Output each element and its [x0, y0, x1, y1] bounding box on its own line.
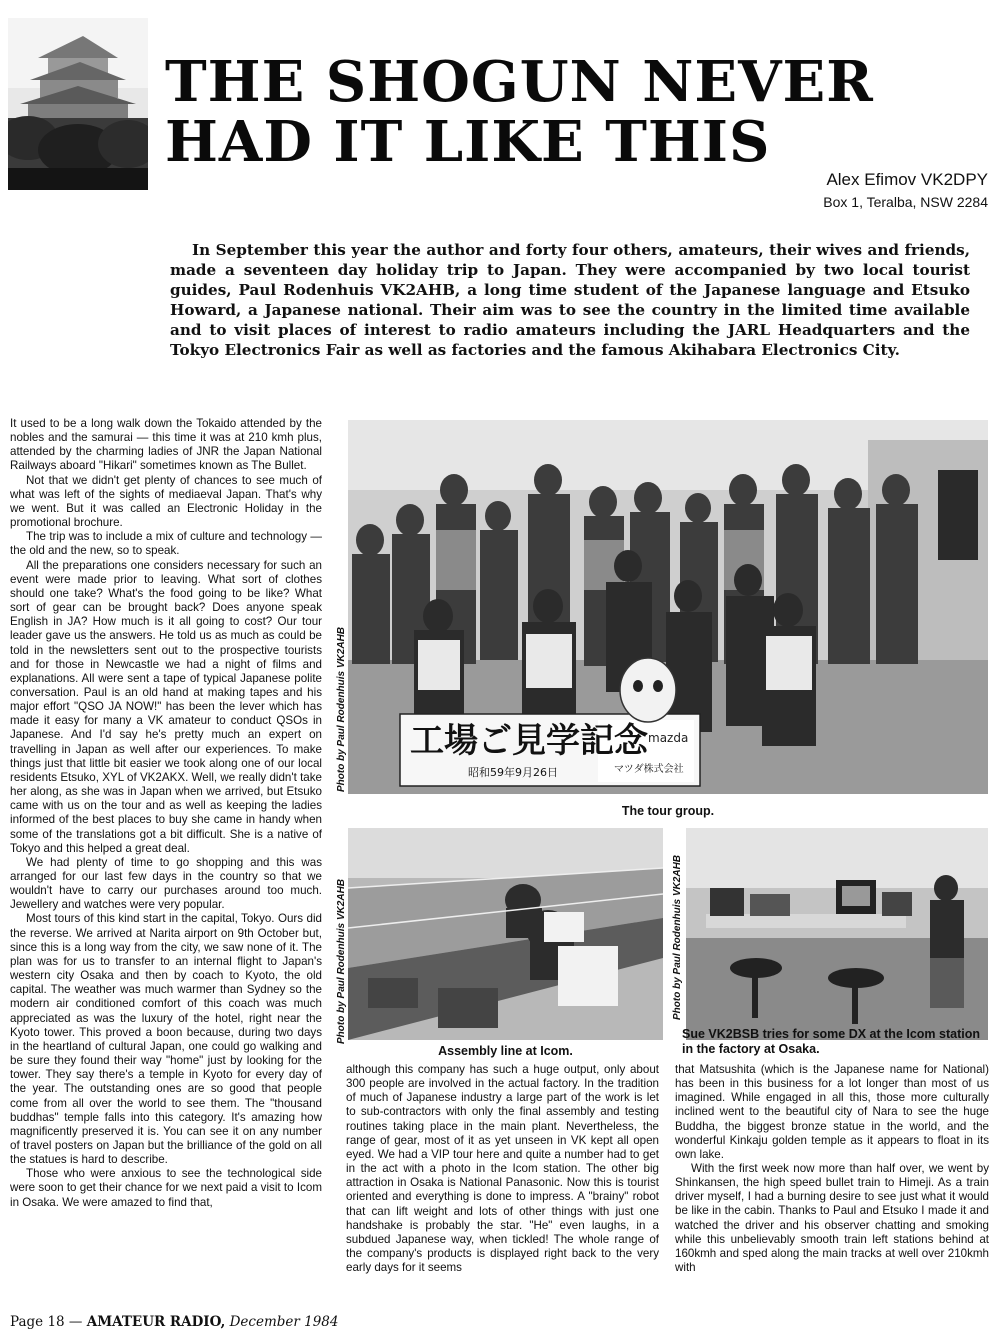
body-paragraph: Not that we didn't get plenty of chances to see much of what was left of the sights of mediaeval Japan. That's why we went. But it was called an Electronic Holiday in the promotional brochure.: [10, 473, 322, 530]
author-name: Alex Efimov VK2DPY: [826, 170, 988, 189]
banner-company: マツダ株式会社: [614, 764, 684, 775]
body-paragraph: With the first week now more than half over, we went by Shinkansen, the high speed bullet train to Himeji. As a train driver myself, I had a burning desire to see just what it would be like in the cabin. Thanks to Paul and Etsuko I made it and watched the driver and his observer chatting and smoking while this unbelievably smooth train left stations behind at 160kmh and sped along the main tracks at well over 210kmh with: [675, 1162, 989, 1275]
page-number: Page 18 —: [10, 1314, 87, 1330]
body-paragraph: All the preparations one considers necessary for such an event were made prior to leaving. What sort of clothes should one take? What's the food going to be like? What sort of gear can be brought back? Does anyone speak English in JA? How much is it all going to cost? Our tour leader gave us the answers. He told us as much as could be told in the newsletters sent out to the prospective tourists and for those in Newcastle we had a night of films and explanations. All were sent a tape of typical Japanese polite conversation. Paul is an old hand at making tapes and his major effort "QSO JA NOW!" has been the lever which has made it easy for many a VK amateur to conduct QSOs in Japanese. And I'd say he's pretty much an expert on travelling in Japan as well after our experiences. To make things just that little bit easier we took along one of our local residents Etsuko, XYL of VK2AKX. Well, we really didn't take her along, as she was in Japan when we arrived, but Etsuko came with us on the tour and as well as keeping the ladies informed of the best places to buy she came in handy when some of the translations got a bit difficult. She is a native of Tokyo and this helped a great deal.: [10, 558, 322, 855]
body-column-left: [10, 417, 322, 1210]
article-intro: In September this year the author and forty four others, amateurs, their wives and friends, made a seventeen day holiday trip to Japan. They were accompanied by two local tourist guides, Paul Rodenhuis VK2AHB, a long time student of the Japanese language and Etsuko Howard, a Japanese national. Their aim was to see the country in the limited time available and to visit places of interest to radio amateurs including the JARL Headquarters and the Tokyo Electronics Fair as well as factories and the famous Akihabara Electronics City.: [170, 241, 970, 359]
body-paragraph: The trip was to include a mix of culture and technology — the old and the new, so to speak.: [10, 530, 322, 558]
photo-caption-sue: Sue VK2BSB tries for some DX at the Icom station in the factory at Osaka.: [682, 1027, 980, 1056]
photo-credit: Photo by Paul Rodenhuis VK2AHB: [672, 854, 683, 1020]
body-paragraph: Those who were anxious to see the technological side were soon to get their chance for we next paid a visit to Icom in Osaka. We were amazed to find that,: [10, 1167, 322, 1209]
article-title: THE SHOGUN NEVER HAD IT LIKE THIS: [165, 49, 874, 175]
body-paragraph: although this company has such a huge output, only about 300 people are involved in the actual factory. In the tradition of much of Japanese industry a large part of the work is let to sub-contractors with only the final assembly and testing routines taking place in the main plant. Nevertheless, the range of gear, most of it as yet unseen in VK kept all open eyed. We had a VIP tour here and quite a number had to get in the act with a photo in the Icom station. The other big attraction in Osaka is National Panasonic. Now this is tourist oriented and everything is done to impress. A "brainy" robot that can lift weight and lots of other things with just one handshake is probably the star. "He" even laughs, in a subdued Japanese way, when tickled! The whole range of the company's products is displayed right back to the very early days for it seems: [346, 1063, 659, 1275]
banner-date: 昭和59年9月26日: [468, 766, 558, 779]
castle-photo: [8, 18, 148, 190]
body-paragraph: Most tours of this kind start in the capital, Tokyo. Ours did the reverse. We arrived at Narita airport on 9th October but, since this is a long way from the city, we saw none of it. The plan was for us to transfer to an internal flight to Japan's western city Osaka and then by coach to Kyoto, the old capital. The weather was much warmer than Sydney so the modern air conditioned comfort of this coach was much appreciated as was the luxury of the hotel, right near the Kyoto tower. This proved a boon because, during two days in the heartland of cultural Japan, one could go walking and be sure they found their way "home" just by looking for the tower. They say there's a temple in Kyoto for every day of the year. The outstanding ones are so good that people come from all over the world to see them. The "thousand buddhas" temple falls into this category. It's amazing how magnificently preserved it is. You can see it on any number of travel posters on Japan but the brilliance of the gold on all the statues is hard to describe.: [10, 912, 322, 1167]
photo-caption-tour: The tour group.: [621, 804, 715, 818]
icom-station-photo: [686, 828, 988, 1040]
banner-brand: mazda: [648, 731, 689, 745]
page-footer: [10, 1314, 339, 1330]
banner-text: 工場ご見学記念: [410, 721, 648, 761]
body-column-middle: [346, 1063, 659, 1275]
issue-date: December 1984: [225, 1314, 339, 1330]
body-column-right-top: [675, 1063, 989, 1162]
tour-group-photo: [348, 420, 988, 794]
photo-credit: Photo by Paul Rodenhuis VK2AHB: [336, 626, 347, 792]
photo-caption-assembly: Assembly line at Icom.: [438, 1044, 573, 1058]
body-column-right-bottom: [675, 1162, 989, 1275]
body-paragraph: We had plenty of time to go shopping and this was arranged for our last few days in the country so that we wouldn't have to carry our purchases around too much. Jewellery and watches were very popular.: [10, 855, 322, 912]
author-address: Box 1, Teralba, NSW 2284: [823, 194, 988, 210]
photo-credit: Photo by Paul Rodenhuis VK2AHB: [336, 878, 347, 1044]
assembly-line-photo: [348, 828, 663, 1040]
body-paragraph: that Matsushita (which is the Japanese name for National) has been in this business for a lot longer than most of us imagined. While engaged in all this, those more culturally inclined went to the beautiful city of Nara to see the huge Buddha, the biggest bronze statue in the world, and the wonderful Kinkaju golden temple as it appears to float in its own lake.: [675, 1063, 989, 1161]
body-paragraph: It used to be a long walk down the Tokaido attended by the nobles and the samurai — this time it was at 210 kmh plus, attended by the charming ladies of JNR the Japan National Railways aboard "Hikari" sometimes known as The Bullet.: [10, 417, 322, 473]
publication-name: AMATEUR RADIO,: [86, 1314, 226, 1330]
